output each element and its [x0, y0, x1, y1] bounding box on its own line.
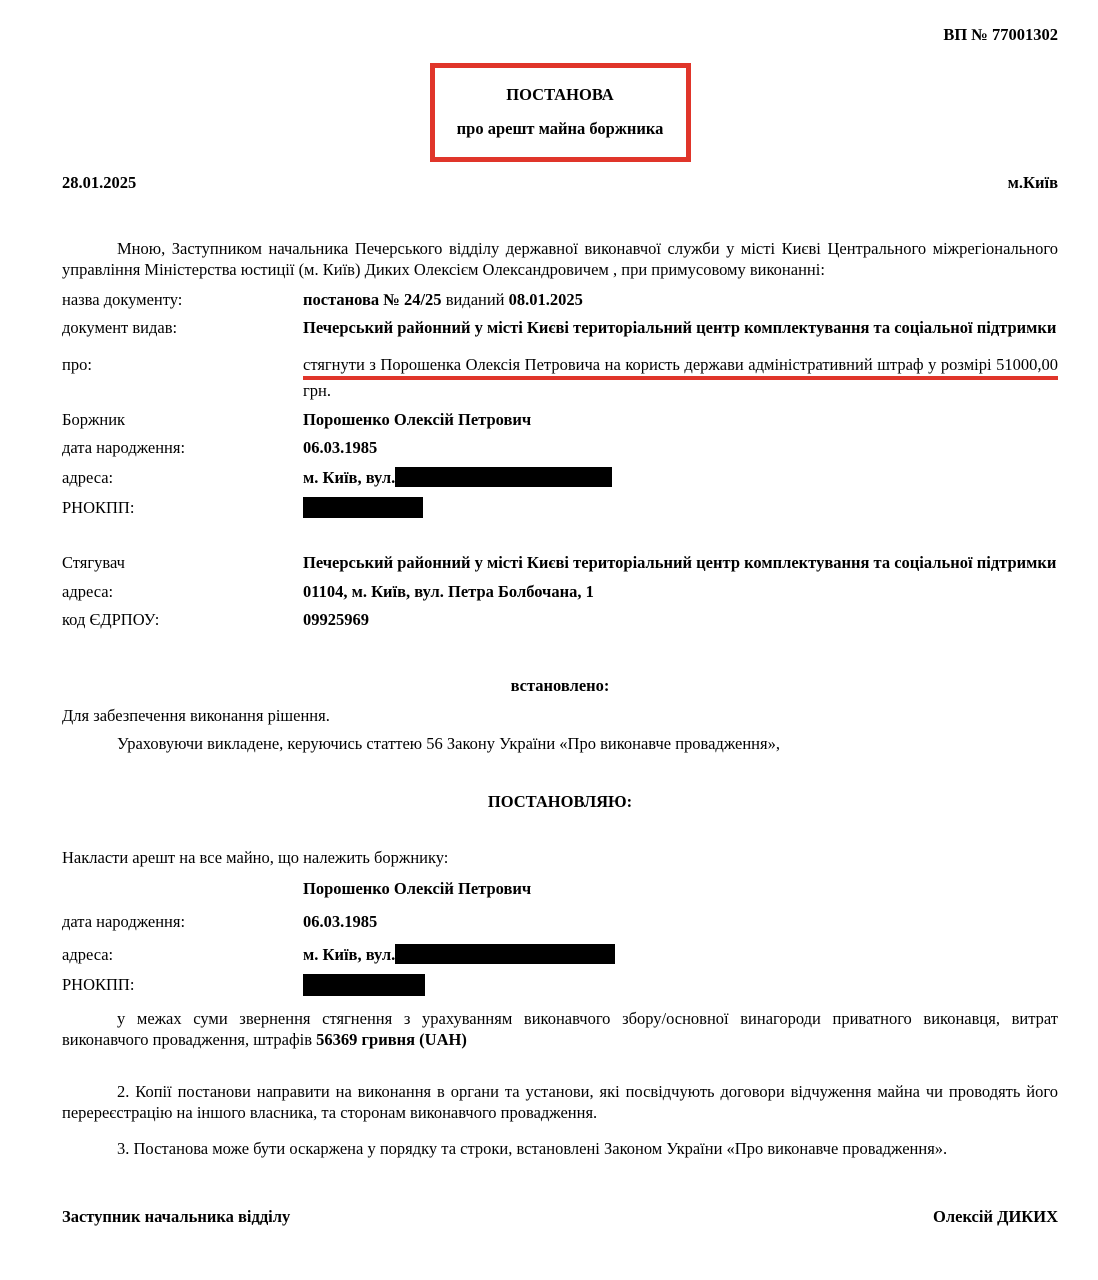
issued-date: 08.01.2025 [508, 290, 583, 309]
limits-paragraph [62, 1008, 1058, 1050]
debtor-dob-label: дата народження: [62, 438, 186, 457]
debtor-address-visible: м. Київ, вул. [303, 468, 396, 487]
established-paragraph-1: Для забезпечення виконання рішення. [62, 706, 330, 725]
debtor-rnokpp-label: РНОКПП: [62, 498, 135, 517]
intro-paragraph: Мною, Заступником начальника Печерського відділу державної виконавчої служби у місті Києві Центрального міжрегіонального управління Міністерства юстиції (м. Київ) Диких Олексієм Олександровичем , при примусовому виконанні: [62, 239, 1058, 279]
signature-name: Олексій ДИКИХ [933, 1207, 1058, 1226]
collector-edrpou-label: код ЄДРПОУ: [62, 610, 160, 629]
resolution-rnokpp-label: РНОКПП: [62, 975, 135, 994]
row-debtor-dob [62, 437, 1058, 458]
resolution-debtor-spacer [62, 878, 303, 899]
case-number: ВП № 77001302 [943, 25, 1058, 44]
document-date: 28.01.2025 [62, 173, 137, 192]
redaction-bar [395, 467, 612, 487]
row-resolution-address [62, 944, 1058, 965]
row-debtor [62, 409, 1058, 430]
resolution-heading: ПОСТАНОВЛЯЮ: [487, 792, 633, 811]
redaction-bar [303, 497, 423, 518]
date-city-row [62, 172, 1058, 193]
document-subject-label: про: [62, 355, 92, 374]
document-subtitle: про арешт майна боржника [456, 119, 664, 138]
collector-label: Стягувач [62, 553, 125, 572]
collector-address-value: 01104, м. Київ, вул. Петра Болбочана, 1 [303, 582, 594, 601]
row-document-name [62, 289, 1058, 310]
debtor-address-label: адреса: [62, 468, 114, 487]
row-collector-edrpou [62, 609, 1058, 630]
debtor-dob-value: 06.03.1985 [303, 438, 378, 457]
resolution-address-value [303, 944, 1058, 965]
collector-address-label: адреса: [62, 582, 114, 601]
debtor-address-value [303, 467, 1058, 488]
row-document-issuer [62, 317, 1058, 338]
signature-row [62, 1206, 1058, 1227]
document-title: ПОСТАНОВА [506, 85, 614, 104]
debtor-name: Порошенко Олексій Петрович [303, 410, 532, 429]
resolution-dob-label: дата народження: [62, 912, 186, 931]
resolution-address-visible: м. Київ, вул. [303, 945, 396, 964]
title-box [430, 63, 691, 162]
row-resolution-dob [62, 911, 1058, 932]
document-issuer-label: документ видав: [62, 318, 178, 337]
resolution-paragraph-3: 3. Постанова може бути оскаржена у порядку та строки, встановлені Законом України «Про виконавче провадження». [117, 1139, 948, 1158]
document-number: постанова № 24/25 [303, 290, 442, 309]
row-collector-address [62, 581, 1058, 602]
redaction-bar [303, 974, 425, 996]
issued-word: виданий [445, 290, 505, 309]
resolution-paragraph-2: 2. Копії постанови направити на виконання в органи та установи, які посвідчують договори відчуження майна чи проводять його перереєстрацію на іншого власника, та сторонам виконавчого провадження. [62, 1082, 1058, 1122]
row-collector [62, 552, 1058, 573]
row-resolution-rnokpp [62, 974, 1058, 997]
row-debtor-rnokpp [62, 497, 1058, 519]
document-issuer-value: Печерський районний у місті Києві територіальний центр комплектування та соціальної підтримки [303, 318, 1057, 337]
row-document-subject [62, 354, 1058, 401]
row-debtor-address [62, 467, 1058, 488]
resolution-rnokpp-value [303, 974, 1058, 997]
collector-name: Печерський районний у місті Києві територіальний центр комплектування та соціальної підтримки [303, 553, 1057, 572]
limits-text: у межах суми звернення стягнення з урахуванням виконавчого збору/основної винагороди приватного виконавця, витрат виконавчого провадження, штрафів [62, 1009, 1058, 1049]
row-resolution-debtor [62, 878, 1058, 899]
signature-role: Заступник начальника відділу [62, 1207, 291, 1226]
collector-edrpou-value: 09925969 [303, 610, 369, 629]
subject-underlined-line: стягнути з Порошенка Олексія Петровича на користь держави адміністративний штраф у розмірі 51000,00 [303, 354, 1058, 380]
debtor-rnokpp-value [303, 497, 1058, 519]
limits-amount: 56369 гривня (UAH) [316, 1030, 467, 1049]
subject-second-line: грн. [303, 381, 331, 400]
document-name-label: назва документу: [62, 290, 183, 309]
document-subject-value [303, 354, 1058, 401]
redaction-bar [395, 944, 615, 964]
document-name-value [303, 289, 1058, 310]
resolution-debtor-name: Порошенко Олексій Петрович [303, 879, 532, 898]
resolution-dob-value: 06.03.1985 [303, 912, 378, 931]
established-paragraph-2: Ураховуючи викладене, керуючись статтею 56 Закону України «Про виконавче провадження», [117, 734, 780, 753]
resolution-address-label: адреса: [62, 945, 114, 964]
resolution-paragraph-1: Накласти арешт на все майно, що належить боржнику: [62, 848, 449, 867]
debtor-label: Боржник [62, 410, 126, 429]
established-heading: встановлено: [510, 676, 610, 695]
document-city: м.Київ [1007, 173, 1058, 192]
